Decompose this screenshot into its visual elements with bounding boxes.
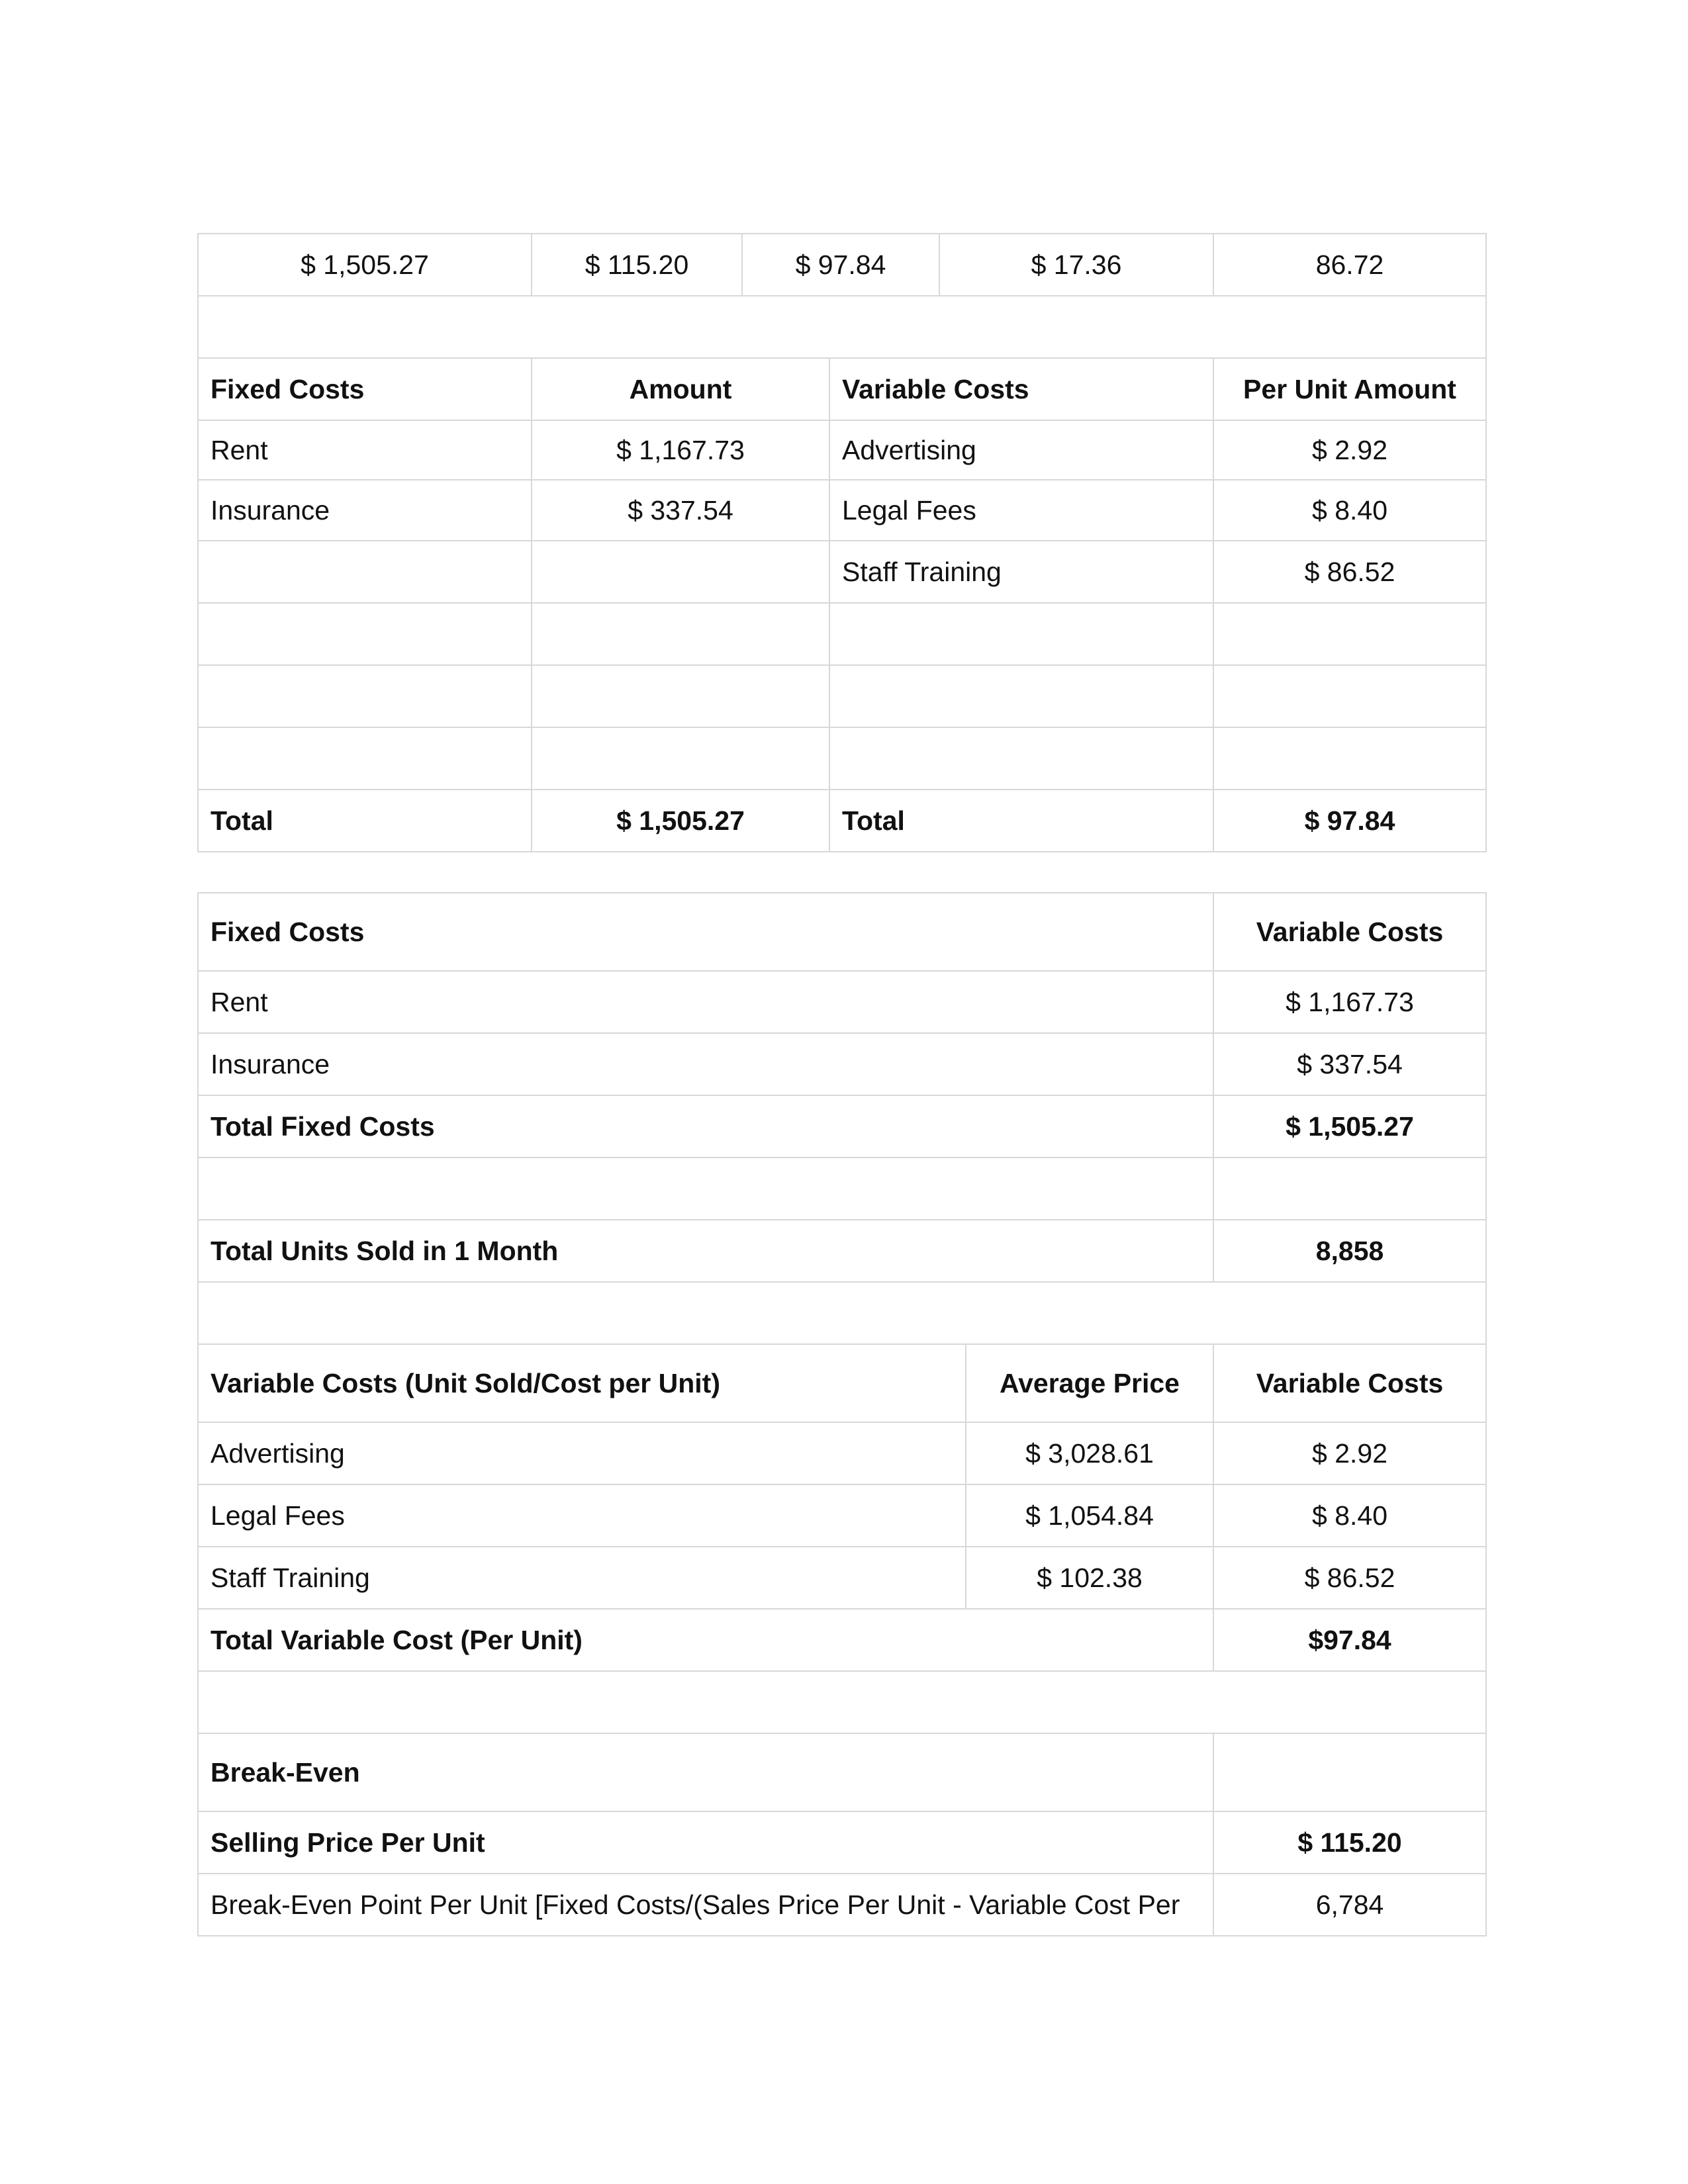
- fixed-cost-label: Rent: [198, 420, 532, 480]
- summary-selling-price: $ 115.20: [532, 234, 742, 296]
- table-row: [198, 480, 1486, 541]
- average-price-heading: Average Price: [966, 1344, 1213, 1422]
- units-row: [198, 1220, 1486, 1282]
- average-price-value: $ 1,054.84: [966, 1484, 1213, 1547]
- break-even-heading: Break-Even: [198, 1733, 1213, 1811]
- blank-cell: [1213, 727, 1486, 790]
- empty-row: [198, 665, 1486, 727]
- variable-cost-label: Staff Training: [829, 541, 1213, 603]
- blank-cell: [1213, 1158, 1486, 1220]
- units-label: Total Units Sold in 1 Month: [198, 1220, 1213, 1282]
- total-variable-value: $97.84: [1213, 1609, 1486, 1671]
- blank-cell: [532, 665, 829, 727]
- blank-cell: [198, 1671, 1486, 1733]
- summary-fixed-total: $ 1,505.27: [198, 234, 532, 296]
- fixed-total-amount: $ 1,505.27: [532, 790, 829, 852]
- table-row: [198, 541, 1486, 603]
- fixed-item-label: Insurance: [198, 1033, 1213, 1095]
- variable-cost-label: Legal Fees: [829, 480, 1213, 541]
- variable-costs-heading: Variable Costs: [1213, 1344, 1486, 1422]
- total-fixed-value: $ 1,505.27: [1213, 1095, 1486, 1158]
- fixed-header-row: [198, 893, 1486, 971]
- average-price-value: $ 3,028.61: [966, 1422, 1213, 1484]
- variable-cost-label: Advertising: [829, 420, 1213, 480]
- table-row: [198, 420, 1486, 480]
- break-even-table: [197, 892, 1487, 1936]
- total-variable-row: [198, 1609, 1486, 1671]
- summary-row: [198, 234, 1486, 296]
- fixed-cost-label: Insurance: [198, 480, 532, 541]
- blank-cell: [1213, 603, 1486, 665]
- break-even-point-label: Break-Even Point Per Unit [Fixed Costs/(Sales Price Per Unit - Variable Cost Per: [198, 1874, 1213, 1936]
- empty-row: [198, 727, 1486, 790]
- fixed-cost-label: [198, 541, 532, 603]
- empty-row: [198, 603, 1486, 665]
- total-fixed-row: [198, 1095, 1486, 1158]
- blank-cell: [1213, 1733, 1486, 1811]
- variable-costs-heading: Variable Costs: [1213, 893, 1486, 971]
- variable-header-row: [198, 1344, 1486, 1422]
- variable-cost-amount: $ 8.40: [1213, 480, 1486, 541]
- variable-total-amount: $ 97.84: [1213, 790, 1486, 852]
- blank-cell: [1213, 665, 1486, 727]
- spacer-row: [198, 1671, 1486, 1733]
- spacer-row: [198, 1282, 1486, 1344]
- spacer-row: [198, 296, 1486, 358]
- units-value: 8,858: [1213, 1220, 1486, 1282]
- variable-cost-value: $ 86.52: [1213, 1547, 1486, 1609]
- header-row: [198, 358, 1486, 420]
- header-per-unit-amount: Per Unit Amount: [1213, 358, 1486, 420]
- summary-margin: $ 17.36: [939, 234, 1213, 296]
- summary-ratio: 86.72: [1213, 234, 1486, 296]
- variable-cost-value: $ 8.40: [1213, 1484, 1486, 1547]
- blank-cell: [198, 296, 1486, 358]
- fixed-item-label: Rent: [198, 971, 1213, 1033]
- fixed-item-value: $ 337.54: [1213, 1033, 1486, 1095]
- variable-cost-amount: $ 86.52: [1213, 541, 1486, 603]
- empty-row: [198, 1158, 1486, 1220]
- blank-cell: [198, 665, 532, 727]
- variable-cost-amount: $ 2.92: [1213, 420, 1486, 480]
- total-row: [198, 790, 1486, 852]
- variable-total-label: Total: [829, 790, 1213, 852]
- variable-item-label: Advertising: [198, 1422, 966, 1484]
- selling-price-label: Selling Price Per Unit: [198, 1811, 1213, 1874]
- table-row: [198, 1547, 1486, 1609]
- header-amount: Amount: [532, 358, 829, 420]
- blank-cell: [198, 1158, 1213, 1220]
- variable-item-label: Staff Training: [198, 1547, 966, 1609]
- average-price-value: $ 102.38: [966, 1547, 1213, 1609]
- table-row: [198, 971, 1486, 1033]
- blank-cell: [829, 665, 1213, 727]
- summary-variable-cost: $ 97.84: [742, 234, 939, 296]
- fixed-cost-amount: $ 337.54: [532, 480, 829, 541]
- break-even-header-row: [198, 1733, 1486, 1811]
- table-row: [198, 1422, 1486, 1484]
- header-variable-costs: Variable Costs: [829, 358, 1213, 420]
- costs-table: [197, 233, 1487, 852]
- header-fixed-costs: Fixed Costs: [198, 358, 532, 420]
- fixed-cost-amount: [532, 541, 829, 603]
- fixed-cost-amount: $ 1,167.73: [532, 420, 829, 480]
- selling-price-row: [198, 1811, 1486, 1874]
- blank-cell: [532, 727, 829, 790]
- variable-item-label: Legal Fees: [198, 1484, 966, 1547]
- fixed-total-label: Total: [198, 790, 532, 852]
- total-variable-label: Total Variable Cost (Per Unit): [198, 1609, 1213, 1671]
- blank-cell: [829, 603, 1213, 665]
- variable-cost-value: $ 2.92: [1213, 1422, 1486, 1484]
- blank-cell: [198, 727, 532, 790]
- selling-price-value: $ 115.20: [1213, 1811, 1486, 1874]
- blank-cell: [532, 603, 829, 665]
- break-even-point-value: 6,784: [1213, 1874, 1486, 1936]
- blank-cell: [829, 727, 1213, 790]
- fixed-item-value: $ 1,167.73: [1213, 971, 1486, 1033]
- table-row: [198, 1484, 1486, 1547]
- total-fixed-label: Total Fixed Costs: [198, 1095, 1213, 1158]
- blank-cell: [198, 603, 532, 665]
- table-row: [198, 1033, 1486, 1095]
- fixed-costs-heading: Fixed Costs: [198, 893, 1213, 971]
- blank-cell: [198, 1282, 1486, 1344]
- variable-section-heading: Variable Costs (Unit Sold/Cost per Unit): [198, 1344, 966, 1422]
- break-even-point-row: [198, 1874, 1486, 1936]
